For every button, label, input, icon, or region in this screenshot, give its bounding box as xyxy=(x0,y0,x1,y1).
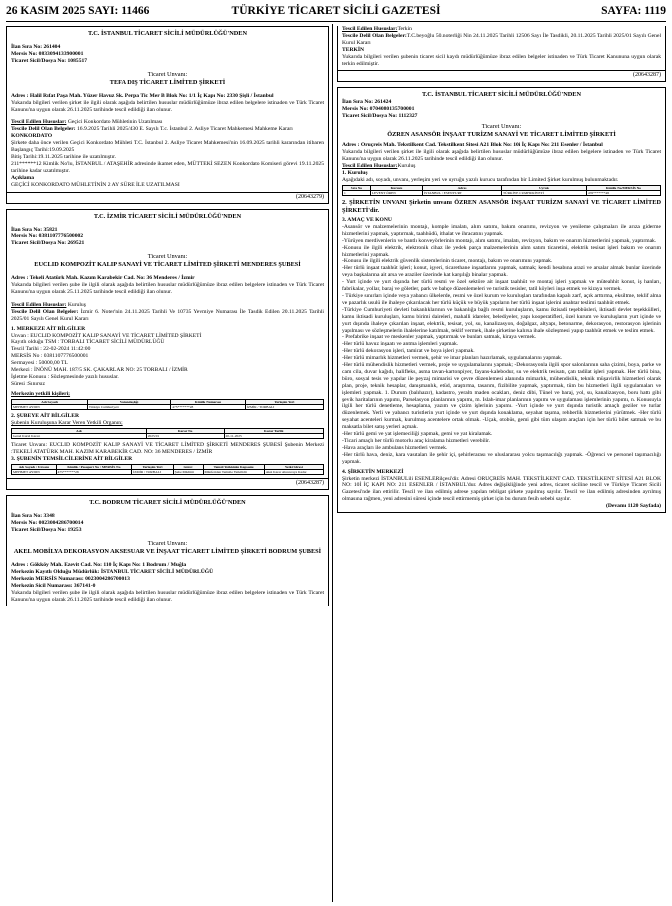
list-item: -Her türlü mühendislik hizmetleri vermek, proje ve uygulamalarını yapmak; -Dekorasyonla ilgili spor salonlarının saha çizimi, boya, parke ve cam cila, duvar kağıdı, halifleks, asma tavan-kartonpiyer, fayans-kalebodur, su ve elektrik tesisatı, çatı tadilat işleri yapmak. Her türlü bina, büro, sosyal tesis ve yapılar ile peyzaj mimarisi ve çevre düzenlemesi alanında mimarlık, mühendislik, teknik müşavirlik hizmetleri olarak plan, proje, teknik hesaplar, danışmanlık, etüd, araştırma, tasarım, fizibilite yapmak, yaptırmak, tüm bu hizmetleri ilgili uygulamaları ve işlemleri yapmak. 1. Durum (balıhazır), kadastro, yeraltı maden ocakları, deniz dibi, Tünel ve baraj, yol, su, kanalizasyon, boru hattı gibi şevik haritalarının yapımı, Parselasyon planlarının yapımı, m. Islah-imar planlarının yapımı ve uygulaması işlemlerinin yapımı, n. Konusuyla ilgili her türlü denetleme, hesaplama, yazım ve çizim işlerinin yapımı. -Yurt içinde ve yurt dışında turistik amaçlı geziler ve turlar düzenlemek. Yerli ve yabancı turistlerin yurt içinde ve yurt dışında konaklama, seyahat taşıma, rehberlik hizmetlerini yürütmek. -Her türlü seyahat acenteleri kurmak, kurulmuş acentelere ortak olmak. -Uçak, otobüs, gemi gibi tüm ulaşım araçları için her türlü bilet satmak ve bu maksatla bilet satış yerleri açmak. xyxy=(342,362,661,431)
ilan-no: İlan Sıra No: 261404 xyxy=(11,44,61,50)
table-cell: Şube Müdürü xyxy=(173,470,203,475)
table-header: Sıra No xyxy=(343,185,371,190)
merkez-sure: Süresi :Sınırsız xyxy=(11,380,46,387)
company-name: EUCLID KOMPOZİT KALIP SANAYİ VE TİCARET LİMİTED ŞİRKETİ MENDERES ŞUBESİ xyxy=(34,261,301,269)
merkez-mersis: Merkezin MERSİS Numarası: 0023004286700013 xyxy=(11,576,130,582)
merkez-tescil-tarihi: Tescil Tarihi : 22-02-2024 11:42:00 xyxy=(11,346,91,353)
konkordato-title: KONKORDATO xyxy=(11,133,53,140)
aciklama-label: Açıklama xyxy=(11,174,34,181)
table-header: Kurucu xyxy=(370,185,422,190)
list-item: -Her türlü dekorasyon işleri, tamirat ve boya işleri yapmak. xyxy=(342,348,475,355)
section-sube-title: 2. ŞUBEYE AİT BİLGİLER xyxy=(11,413,79,420)
unvan-label: Ticaret Unvanı: xyxy=(147,540,188,548)
continued-note: (Devamı 1120 Sayfada) xyxy=(605,503,661,510)
aciklama-text: GEÇİCİ KONKORDATO MÜHLETİNİN 2 AY SÜRE İLE UZATILMASI xyxy=(11,181,180,188)
announcement-number: (20643279) xyxy=(7,192,328,201)
announcement-bodrum-continued xyxy=(337,26,666,82)
tescil-label: Tescil Edilen Hususlar: xyxy=(342,162,398,169)
belge-value: İzmir 6. Noter'nin 24.11.2025 Tarihli Ve 10735 Yevmiye Numarası İle Tasdik Edilen 20.11.2025 Tarihli 2025/01 Sayılı Genel Kurul Kararı xyxy=(11,308,324,322)
list-item: -Yürüyen merdivenlerin ve bantlı konveyörlerinin montajı, alım satımı, imalatı, revizyon, bakım ve onarım hizmetlerini yapmak, yaptırmak. xyxy=(342,237,657,244)
table-cell: İZMİR / TORBALI xyxy=(132,470,173,475)
unvan-label: Ticaret Unvanı: xyxy=(481,123,522,131)
table-cell: Aksi Karar Alınıncaya Kadar xyxy=(264,470,323,475)
list-item: -Asansör ve malzemelerinin montajı, komple imalatı, alım satımı, bakım onarımı, revizyon ve yenileme çalışmaları ile arıza giderme hizmetlerini yapmak, yaptırmak, taahhüdü, ithalat ve ihracatını yapmak. xyxy=(342,223,661,237)
unvan-label: Ticaret Unvanı: xyxy=(147,253,188,261)
intro-paragraph: Yukarıda bilgileri verilen şirket ile ilgili olarak aşağıda belirtilen hususlar müdürlüğümüze ibraz edilen belgelere istinaden ve Türk Ticaret Kanunu'na uygun olarak 26.11.2025 tarihinde tescil edildiği ilan olunur. xyxy=(11,99,324,113)
company-name: ÖZREN ASANSÖR İNŞAAT TURİZM SANAYİ VE TİCARET LİMİTED ŞİRKETİ xyxy=(387,131,616,139)
table-cell: MEHMET AYDIN xyxy=(12,404,88,409)
table-row xyxy=(12,470,324,475)
table-header: Temsil Yetkisinin Kapsamı xyxy=(203,465,264,470)
ilan-no: İlan Sıra No: 261424 xyxy=(342,99,392,106)
table-header: Görev xyxy=(173,465,203,470)
kurulus-text: Aşağıdaki adı, soyadı, unvanı, yerleşim yeri ve uyruğu yazılı kurucu tarafından bir Limited Şirket kurulmuş bulunmaktadır. xyxy=(342,176,619,183)
table-cell: İZMİR / TORBALI xyxy=(245,404,323,409)
announcement-number: (20643287) xyxy=(7,478,328,487)
belge-label: Tescile Delil Olan Belgeler: xyxy=(11,126,76,133)
sicil-no: Ticaret Sicil/Dosya No: 1112327 xyxy=(342,113,418,120)
intro-paragraph: Yukarıda bilgileri verilen şirket ile ilgili olarak aşağıda belirtilen hususlar müdürlüğümüze ibraz edilen belgelere istinaden ve Türk Ticaret Kanunu'na uygun olarak 26.11.2025 tarihinde tescil edildiği ilan olunur. xyxy=(342,149,661,162)
temsilci-table xyxy=(11,464,324,475)
mersis-no: Mersis No: 0833094133900001 xyxy=(11,50,84,57)
kurulus-title: 1. Kuruluş xyxy=(342,169,368,176)
gazette-title: TÜRKİYE TİCARET SİCİLİ GAZETESİ xyxy=(231,5,441,17)
table-cell: MEHMET AYDIN xyxy=(12,470,57,475)
table-header: Adı xyxy=(12,428,147,433)
tescil-label: Tescil Edilen Hususlar: xyxy=(342,26,398,32)
section-merkez-title: 1. MERKEZE AİT BİLGİLER xyxy=(11,325,86,332)
list-item: -Her türlü gemi ve yat işlemeciliği yapmak, gemi ve yat kiralamak. xyxy=(342,431,493,438)
merkez-konu: İşletme Konusu : Sözleşmesinde yazılı hususlar. xyxy=(11,374,119,380)
intro-paragraph: Yukarıda bilgileri verilen şube ile ilgili olarak aşağıda belirtilen hususlar müdürlüğümüze ibraz edilen belgelere istinaden ve Türk Ticaret Kanunu'na uygun olarak 25.11.2025 tarihinde tescil edildiği ilan olunur. xyxy=(11,282,324,296)
table-cell: 475*******28 xyxy=(56,470,132,475)
list-item: -Her türlü hava, deniz, kara vasıtaları ile şehir içi, şehirlerarası ve uluslararası yolcu taşımacılığı yapmak. -Öğrenci ve personel taşımacılığı yapmak. xyxy=(342,451,661,465)
announcement-izmir-euclid xyxy=(6,209,329,491)
list-item: -Her türlü inşaat taahhüt işleri; konut, işyeri, ticarethane inşaatlarını yapmak, satmak; kendi hesabına arazi ve arsalar almak bunlar üzerinde veya başkalarına ait arsa ve araziler üzerinde kat karşılığı binalar yapmak. xyxy=(342,265,661,279)
merkez-yetkili-table xyxy=(11,399,324,410)
list-item: -Hava araçları ile ambulans hizmetleri vermek. xyxy=(342,444,448,451)
konkordato-paragraph: Şirkete daha önce verilen Geçici Konkordato Mühleti T.C. İstanbul 2. Asliye Ticaret Mahkemesi'nin 16.09.2025 tarihli kararından itibaren Başlangıç Tarihi:19.09.2025 xyxy=(11,140,324,154)
table-cell: 475*******28 xyxy=(171,404,245,409)
merkez-adres: Merkezi : İNÖNÜ MAH. 187/5 SK. ÇAKARLAR NO: 25 TORBALI / İZMİR xyxy=(11,367,188,374)
table-header: Adı Soyadı xyxy=(12,399,88,404)
table-cell: TÜRKİYE CUMHURİYETİ xyxy=(502,190,587,195)
belge-value: T.C.beyoğlu 50.noterliği Nin 24.11.2025 Tarihli 12506 Sayı İle Tasdikli, 20.11.2025 Tarihli 2025/01 Sayılı Genel Kurul Kararı xyxy=(342,32,662,46)
table-cell: Türkiye Cumhuriyeti xyxy=(87,404,170,409)
table-header: Vatandaşlığı xyxy=(87,399,170,404)
sicil-no: Ticaret Sicil/Dosya No: 19253 xyxy=(11,527,82,534)
sube-organ-label: Şubenin Kuruluşuna Karar Veren Yetkili Organın; xyxy=(11,420,123,427)
merkez-text: Şirketin merkezi İSTANBULili ESENLERilçesi'dir. Adresi ORUÇREİS MAH. TEKSTİLKENT CAD. TEKSTİLKENT SİTESİ A21 BLOK NO: 10İ İÇ KAPI NO: 211 ESENLER / İSTANBUL'dur. Adres değişikliğinde yeni adres, ticaret siciline tescil ve Türkiye Ticaret Sicili Gazetesi'nde ilan ettirilir. Tescil ve ilan edilmiş adrese yapılan tebligat şirkete yapılmış sayılır. Tescil ve ilan edilmiş adresinden ayrılmış olmasına rağmen, yeni adresini süresi içinde tescil ettirmemiş şirket için bu durum fesih sebebi sayılır. xyxy=(342,475,661,503)
tescil-value: Terkin xyxy=(397,26,412,32)
office-title: T.C. BODRUM TİCARET SİCİLİ MÜDÜRLÜĞÜ'NDEN xyxy=(89,499,246,507)
table-header: Karar Tarihi xyxy=(224,428,323,433)
table-header: Kimlik / Pasaport No / MERSİS No xyxy=(56,465,132,470)
office-title: T.C. İZMİR TİCARET SİCİLİ MÜDÜRLÜĞÜ'NDEN xyxy=(93,212,242,220)
table-header: Adres xyxy=(423,185,502,190)
tescil-label: Tescil Edilen Hususlar: xyxy=(11,301,67,308)
intro-paragraph: Yukarıda bilgileri verilen şube ile ilgili olarak aşağıda belirtilen hususlar müdürlüğümüze ibraz edilen belgelere istinaden ve Türk Ticaret Kanunu'na uygun olarak 26.11.2025 tarihinde tescil edildiği ilan olunur. xyxy=(11,589,324,603)
address: Adres : Tekeli Atatürk Mah. Kazım Karabekir Cad. No: 36 Menderes / İzmir xyxy=(11,275,195,282)
table-header: Kimlik No/MERSİS No xyxy=(586,185,660,190)
list-item: -Ticari amaçlı her türlü motorlu araç kiralama hizmetleri verebilir. xyxy=(342,438,491,444)
sube-karar-table xyxy=(11,428,324,439)
tescil-value: Kuruluş xyxy=(67,301,86,308)
mersis-no: Mersis No: 0023004286700014 xyxy=(11,520,84,527)
announcement-bodrum-akel xyxy=(6,495,329,605)
sicil-no: Ticaret Sicil/Dosya No: 1085517 xyxy=(11,57,88,64)
table-cell: 476*******48 xyxy=(586,190,660,195)
amac-konu-title: 3. AMAÇ VE KONU xyxy=(342,217,392,223)
table-row xyxy=(12,434,324,439)
unvan-label: Ticaret Unvanı: xyxy=(147,70,188,78)
table-cell: Genel Kurul Kararı xyxy=(12,434,147,439)
table-header: Karar No xyxy=(146,428,224,433)
issue-date: 26 KASIM 2025 SAYI: 11466 xyxy=(6,5,150,17)
sicil-no: Ticaret Sicil/Dosya No: 269521 xyxy=(11,240,85,247)
address: Adres : Oruçreis Mah. Tekstilkent Cad. Tekstilkent Sitesi A21 Blok No: 10i İç Kapı No: 211 Esenler / İstanbul xyxy=(342,142,603,149)
list-item: - Türkiye sınırları içinde veya yabancı ülkelerde, resmi ve özel kurum ve kuruluşları tarafından kapalı zarf, açık arttırma, eksiltme, teklif alma ve pazarlık usulü ile ihaleye çıkarılacak her türlü küçük ve büyük yapıların her türlü inşaat işlerini anahtar teslimi taahhüt etmek. xyxy=(342,292,661,306)
tescil-value: Kuruluş xyxy=(397,162,416,169)
address: Adres : Halil Rıfat Paşa Mah. Yüzer Havuz Sk. Perpa Tic Mer B Blok No: 1/1 İç Kapı No: 2330 Şişli / İstanbul xyxy=(11,92,274,99)
table-row xyxy=(12,404,324,409)
merkez-mersis: MERSİS No : 0381107776500001 xyxy=(11,353,89,360)
section-temsilci-title: 3. ŞUBENİN TEMSİLCİLERİNE AİT BİLGİLER xyxy=(11,456,133,463)
page-header xyxy=(6,5,666,21)
table-cell: 2025/01 xyxy=(146,434,224,439)
belge-label: Tescile Delil Olan Belgeler: xyxy=(11,308,79,315)
terkin-title: TERKİN xyxy=(342,46,365,53)
announcement-number: (20643287) xyxy=(338,70,665,79)
merkez-yetkili-label: Merkezin yetkili kişileri; xyxy=(11,390,71,397)
header-rule xyxy=(6,21,666,22)
merkez-title: 4. ŞİRKETİN MERKEZİ xyxy=(342,468,404,475)
address: Adres : Gökköy Mah. Ezevit Cad. No: 110 İç Kapı No: 1 Bodrum / Muğla xyxy=(11,562,187,569)
amac-konu-list xyxy=(342,224,661,466)
belge-value: 16.9.2025 Tarihli 2025/430 E. Sayılı T.c. İstanbul 2. Asliye Ticaret Mahkemesi Mahkeme Kararı xyxy=(76,126,293,133)
table-header: Uyruk xyxy=(502,185,587,190)
table-header: Kimlik Numarası xyxy=(171,399,245,404)
tescil-label: Tescil Edilen Hususlar: xyxy=(11,119,67,126)
unvan-section: 2. ŞİRKETİN UNVANI Şirketin unvanı ÖZREN ASANSÖR İNŞAAT TURİZM SANAYİ VE TİCARET LİMİTED ŞİRKETİ'dir. xyxy=(342,199,661,214)
mersis-no: Mersis No: 0381107776500002 xyxy=(11,233,84,240)
list-item: -Konusu ile ilgili elektrik, elektronik cihaz ile yedek parça malzemelerinin alım satım ticaretini, elektrik tesisat işleri bakım ve onarım hizmetlerini yapmak. xyxy=(342,244,661,258)
merkez-unvan: Unvan : EUCLID KOMPOZİT KALIP SANAYİ VE TİCARET LİMİTED ŞİRKETİ xyxy=(11,332,202,339)
table-cell: LEVENT ÖREN xyxy=(370,190,422,195)
commissioner-paragraph: 211******12 Kimlik No'lu, İSTANBUL / ATAŞEHİR adresinde ikamet eden, MÜTTEKİ SEZEN Konkordato Komiseri görevi 19.11.2025 tarihine kadar uzatılmıştır. xyxy=(11,160,324,174)
list-item: - Yurt içinde ve yurt dışında her türlü resmi ve özel sektöre ait inşaat taahhüt ve montaj işleri yapmak ve müteahhit konut, iş hanları, fabrikalar, yollar, baraj ve göletler, park ve bahçe düzenlemeleri ve turistik tesisler, tatil köyleri inşa etmek ve kiraya vermek. xyxy=(342,279,661,293)
ilan-no: İlan Sıra No: 3348 xyxy=(11,513,55,520)
page-number: SAYFA: 1119 xyxy=(601,5,666,17)
list-item: -Konusu ile ilgili elektrik güvenlik sistemlerinin ticaret, montajı, bakım ve onarımını yapmak. xyxy=(342,258,553,265)
table-header: Yerleşim Yeri xyxy=(132,465,173,470)
merkez-mudurluk: Merkezin Kayıtlı Olduğu Müdürlük: İSTANBUL TİCARET SİCİLİ MÜDÜRLÜĞÜ xyxy=(11,569,214,576)
sube-unvan-paragraph: Ticaret Unvanı: EUCLID KOMPOZİT KALIP SANAYİ VE TİCARET LİMİTED ŞİRKETİ MENDERES ŞUBESİ Şubenin Merkezi :TEKELİ ATATÜRK MAH. KAZIM KARABEKİR CAD. NO: 36 MENDERES / İZMİR xyxy=(11,442,324,456)
list-item: - Prefabrike inşaat ve meskenler yapmak, yaptırmak ve bunları satmak, kiraya vermek. xyxy=(342,334,537,341)
mersis-no: Mersis No: 0704080135700001 xyxy=(342,106,415,113)
table-row xyxy=(343,190,661,195)
right-column xyxy=(337,26,666,902)
terkin-paragraph: Yukarıda bilgileri verilen şubenin ticaret sicil kaydı müdürlüğümüze ibraz edilen belgeler istinaden ve Türk Ticaret Kanununa uygun olarak terkin edilmiştir. xyxy=(342,53,661,67)
merkez-sermaye: Sermayesi : 50000,00 TL xyxy=(11,360,68,367)
table-cell: 1 xyxy=(343,190,371,195)
table-header: Adı Soyadı / Unvanı xyxy=(12,465,57,470)
table-cell: İSTANBUL / ESENYURT xyxy=(423,190,502,195)
ilan-no: İlan Sıra No: 35821 xyxy=(11,226,58,233)
office-title: T.C. İSTANBUL TİCARET SİCİLİ MÜDÜRLÜĞÜ'NDEN xyxy=(87,30,248,37)
office-title: T.C. İSTANBUL TİCARET SİCİLİ MÜDÜRLÜĞÜ'NDEN xyxy=(421,91,582,99)
list-item: -Türkiye Cumhuriyeti devleti bakanlıklarının ve bakanlığa bağlı resmi kuruluşların, kamu iktisadi teşebbüsleri, iktisadi devlet teşekkülleri, kamu iktisadi kuruluşları, kamu birimi daireleri, mahalli idareler, belediyeler, yapı kooperatifleri, özel kurum ve kuruluşların yurt içinde ve yurt dışında ihaleye çıkarılan inşaat, elektrik, tesisat, yol, su, kanalizasyon, doğalgaz, altyapı, betonarme, dekorasyon, restorasyon işlerinin yapılması ve sözleşmelerin ihalelerine katılmak, teklif vermek, ihale şirketine kalırsa ihale sözleşmesi yapıp taahhüt etmek ve teslim etmek. xyxy=(342,306,661,334)
list-item: -Her türlü mimarlık hizmetleri vermek, şehir ve imar planları hazırlamak, uygulamalarını yapmak. xyxy=(342,355,563,362)
table-cell: Münferiden Temsile Yetkilidir xyxy=(203,470,264,475)
announcement-istanbul-ozren xyxy=(337,87,666,513)
table-header: Yerleşim Yeri xyxy=(245,399,323,404)
merkez-sicil: Merkezin Sicil Numarası: 367141-0 xyxy=(11,582,96,589)
company-name: TEFA DIŞ TİCARET LİMİTED ŞİRKETİ xyxy=(109,78,226,86)
merkez-tsm: Kayıtlı olduğu TSM : TORBALI TİCARET SİCİLİ MÜDÜRLÜĞÜ xyxy=(11,339,165,346)
table-header: Yetki Süresi xyxy=(264,465,323,470)
table-cell: 20-11-2025 xyxy=(224,434,323,439)
column-divider xyxy=(332,24,333,902)
end-date-paragraph: Bitiş Tarihi:19.11.2025 tarihine ile uzatılmıştır. xyxy=(11,153,117,160)
belge-label: Tescile Delil Olan Belgeler: xyxy=(342,32,407,39)
left-column xyxy=(6,26,329,902)
tescil-value: Geçici Konkordato Mühletinin Uzatılması xyxy=(67,119,163,126)
announcement-istanbul-tefa xyxy=(6,26,329,204)
list-item: -Her türlü havuz inşaatı ve antma işlemleri yapmak. xyxy=(342,341,459,348)
company-name: AKEL MOBİLYA DEKORASYON AKSESUAR VE İNŞAAT TİCARET LİMİTED ŞİRKETİ BODRUM ŞUBESİ xyxy=(13,548,322,556)
kurucu-table xyxy=(342,185,661,196)
